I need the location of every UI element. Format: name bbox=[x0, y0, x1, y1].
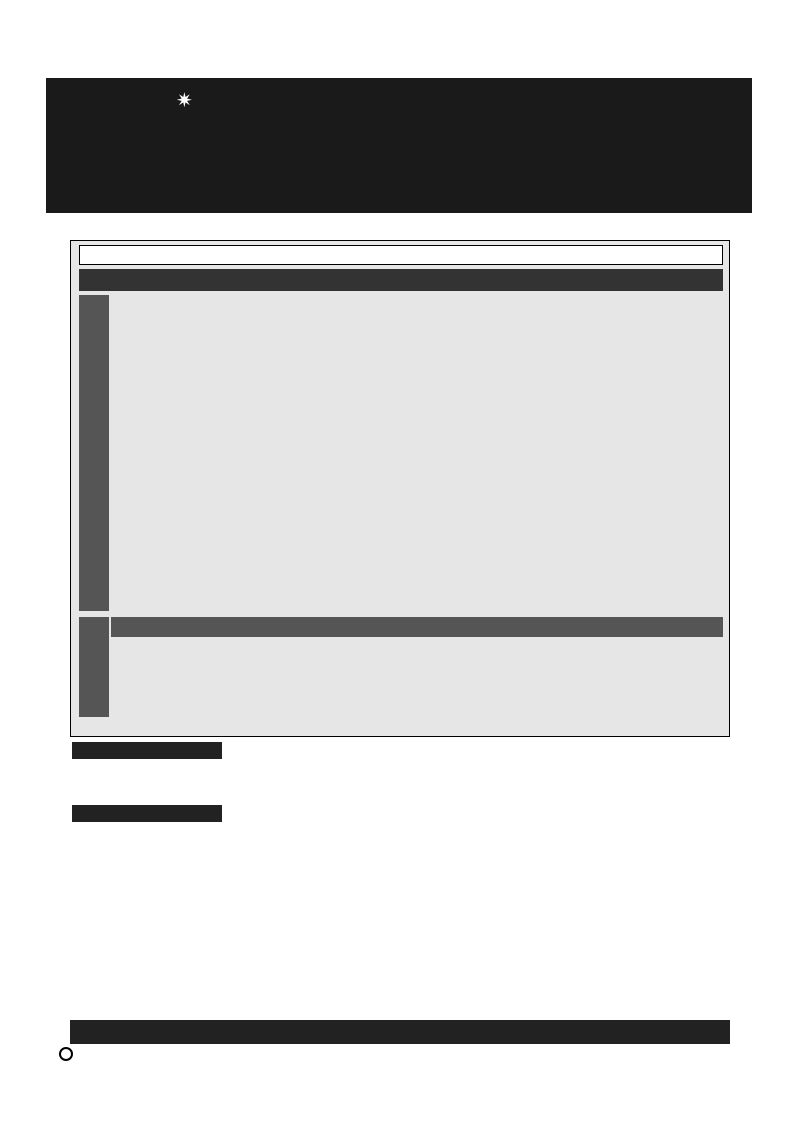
site-logo-icon bbox=[59, 1047, 73, 1061]
table-header bbox=[79, 269, 723, 291]
header-banner bbox=[46, 78, 752, 213]
recruit-bar bbox=[70, 1020, 730, 1044]
route-feature bbox=[79, 245, 723, 265]
star-logo-icon: ✷ bbox=[176, 88, 193, 112]
group-side-label bbox=[79, 295, 109, 611]
free-side-label bbox=[79, 617, 109, 717]
brand-slogan bbox=[176, 88, 199, 113]
page-footer bbox=[47, 1047, 85, 1061]
tips-title bbox=[72, 805, 222, 822]
free-title bbox=[111, 617, 723, 637]
standards-title bbox=[72, 742, 222, 759]
route-panel bbox=[70, 240, 730, 737]
